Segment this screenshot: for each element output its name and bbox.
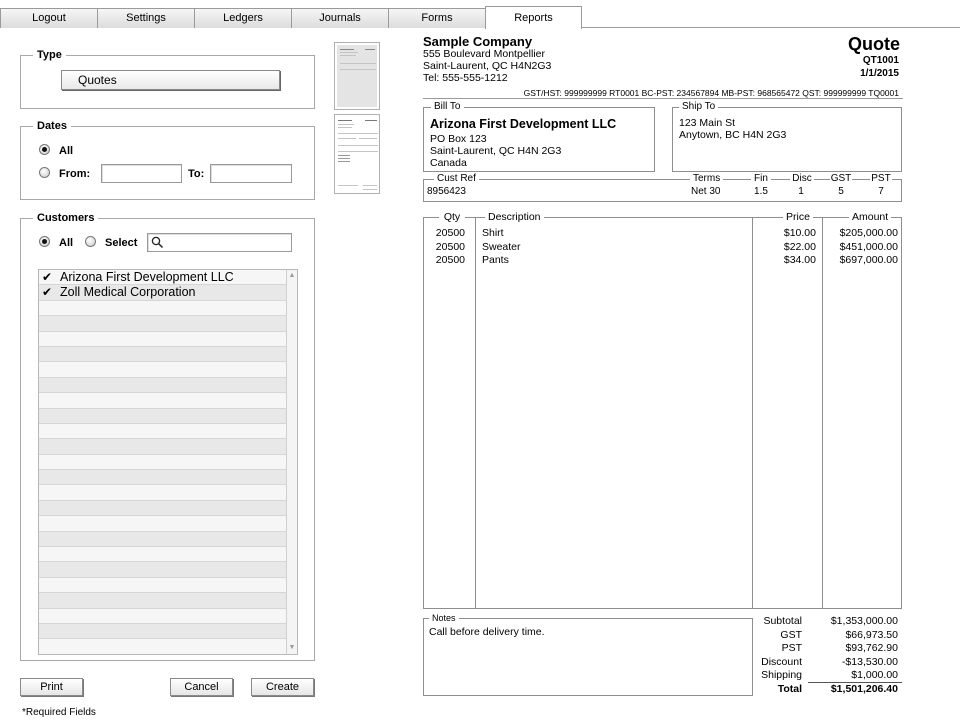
terms-label: Terms	[690, 174, 723, 184]
ship-to-line1: 123 Main St	[679, 117, 736, 129]
customer-list-row[interactable]	[39, 301, 287, 316]
total-value: $1,501,206.40	[830, 683, 898, 695]
fin-value: 1.5	[754, 186, 768, 197]
customer-list-row[interactable]	[39, 332, 287, 347]
type-select-button[interactable]: Quotes	[61, 70, 280, 90]
line-description: Shirt	[482, 227, 504, 239]
bill-to-line3: Canada	[430, 157, 467, 169]
pst-rate-value: 7	[878, 186, 884, 197]
line-qty: 20500	[435, 240, 465, 253]
tab-forms[interactable]: Forms	[388, 8, 486, 28]
customer-list-row[interactable]	[39, 609, 287, 624]
header-divider	[423, 98, 903, 99]
date-from-input[interactable]	[101, 164, 182, 183]
dates-all-radio[interactable]	[39, 144, 50, 155]
customer-list-row[interactable]	[39, 424, 287, 439]
subtotal-value: $1,353,000.00	[830, 615, 898, 627]
dates-all-label: All	[59, 145, 74, 157]
dates-legend: Dates	[37, 120, 67, 132]
customer-list-row[interactable]	[39, 378, 287, 393]
dates-to-label: To:	[188, 168, 205, 180]
page-thumbnail-2[interactable]	[334, 114, 380, 194]
customer-name: Zoll Medical Corporation	[60, 285, 196, 300]
line-price: $22.00	[783, 240, 816, 253]
pst-rate-label: PST	[871, 173, 891, 184]
tab-settings[interactable]: Settings	[97, 8, 195, 28]
customer-list-scrollbar[interactable]	[286, 270, 297, 654]
gst-rate-label: GST	[830, 173, 852, 184]
tax-ids: GST/HST: 999999999 RT0001 BC-PST: 234567894 MB-PST: 968565472 QST: 999999999 TQ0001	[523, 88, 899, 98]
price-header: Price	[783, 212, 813, 222]
customers-select-radio[interactable]	[85, 236, 96, 247]
customer-list-row[interactable]	[39, 639, 287, 654]
customer-list-row[interactable]	[39, 562, 287, 577]
dates-from-label: From:	[59, 168, 91, 180]
customer-list-row[interactable]	[39, 393, 287, 408]
notes-text: Call before delivery time.	[429, 626, 545, 638]
customer-list-row[interactable]	[39, 439, 287, 454]
top-tab-bar	[0, 0, 960, 28]
company-address1: 555 Boulevard Montpellier	[423, 48, 545, 60]
line-amount: $451,000.00	[839, 240, 898, 253]
type-legend: Type	[37, 49, 62, 61]
line-amount: $205,000.00	[839, 227, 898, 239]
disc-label: Disc	[790, 174, 814, 184]
customer-list-row[interactable]	[39, 593, 287, 608]
print-button[interactable]: Print	[20, 678, 83, 696]
line-description: Sweater	[482, 240, 521, 253]
dates-from-radio[interactable]	[39, 167, 50, 178]
discount-value: -$13,530.00	[841, 656, 898, 668]
customer-list-row[interactable]	[39, 455, 287, 470]
customer-list-row[interactable]	[39, 270, 287, 285]
customer-name: Arizona First Development LLC	[60, 270, 234, 284]
disc-value: 1	[798, 186, 804, 197]
customer-list-row[interactable]	[39, 409, 287, 424]
customer-list-row[interactable]	[39, 624, 287, 639]
customers-all-label: All	[59, 237, 74, 249]
customer-list-row[interactable]	[39, 501, 287, 516]
description-column-divider	[752, 217, 753, 609]
customer-list-row[interactable]	[39, 516, 287, 531]
quote-date: 1/1/2015	[860, 68, 899, 79]
discount-label: Discount	[761, 656, 802, 668]
terms-value: Net 30	[691, 186, 721, 197]
line-price: $10.00	[783, 227, 816, 239]
pst-total-label: PST	[781, 642, 802, 654]
tab-reports[interactable]: Reports	[485, 6, 582, 29]
line-qty: 20500	[435, 254, 465, 266]
description-header: Description	[485, 212, 544, 222]
customers-group	[20, 212, 315, 661]
tab-logout[interactable]: Logout	[0, 8, 98, 28]
subtotal-label: Subtotal	[763, 615, 802, 627]
cust-ref-label: Cust Ref	[434, 174, 479, 184]
bill-to-title: Bill To	[431, 102, 464, 112]
checkmark-icon: ✔	[42, 270, 53, 284]
customer-list-row[interactable]	[39, 347, 287, 362]
customer-list-row[interactable]	[39, 285, 287, 300]
customer-list-row[interactable]	[39, 547, 287, 562]
amount-header: Amount	[849, 212, 891, 222]
bill-to-line1: PO Box 123	[430, 133, 487, 145]
customer-list-row[interactable]	[39, 532, 287, 547]
company-name: Sample Company	[423, 34, 533, 49]
scroll-down-icon[interactable]: ▼	[288, 644, 296, 651]
gst-rate-value: 5	[838, 186, 844, 197]
customer-list[interactable]	[38, 269, 298, 655]
cancel-button[interactable]: Cancel	[170, 678, 233, 696]
cust-ref-value: 8956423	[427, 186, 466, 197]
line-items-table	[423, 217, 902, 609]
company-address2: Saint-Laurent, QC H4N2G3	[423, 60, 552, 72]
line-items-bottom-border	[423, 608, 902, 609]
dates-group	[20, 120, 315, 200]
company-phone: Tel: 555-555-1212	[423, 72, 508, 84]
required-fields-note: *Required Fields	[22, 707, 96, 718]
bill-to-line2: Saint-Laurent, QC H4N 2G3	[430, 145, 562, 157]
tab-ledgers[interactable]: Ledgers	[194, 8, 292, 28]
line-description: Pants	[482, 254, 509, 266]
tab-journals[interactable]: Journals	[291, 8, 389, 28]
checkmark-icon: ✔	[42, 285, 53, 300]
shipping-label: Shipping	[761, 669, 802, 681]
create-button[interactable]: Create	[251, 678, 314, 696]
gst-total-value: $66,973.50	[845, 629, 898, 641]
ship-to-line2: Anytown, BC H4N 2G3	[679, 129, 787, 141]
notes-title: Notes	[429, 613, 459, 623]
search-icon	[151, 236, 164, 249]
customer-rows	[39, 270, 287, 655]
qty-header: Qty	[439, 212, 465, 222]
customer-list-row[interactable]	[39, 485, 287, 500]
customer-list-row[interactable]	[39, 470, 287, 485]
line-qty: 20500	[435, 227, 465, 239]
fin-label: Fin	[751, 174, 771, 184]
customers-legend: Customers	[37, 212, 95, 224]
quote-number: QT1001	[862, 55, 899, 66]
customers-select-label: Select	[105, 237, 138, 249]
scroll-up-icon[interactable]: ▲	[288, 272, 296, 279]
customer-list-row[interactable]	[39, 362, 287, 377]
page-thumbnail-1[interactable]	[334, 42, 380, 110]
type-group	[20, 49, 315, 109]
price-column-divider	[822, 217, 823, 609]
line-price: $34.00	[783, 254, 816, 266]
customers-all-radio[interactable]	[39, 236, 50, 247]
qty-column-divider	[475, 217, 476, 609]
customer-search-input[interactable]	[147, 233, 292, 252]
bill-to-name: Arizona First Development LLC	[430, 117, 617, 131]
document-title: Quote	[848, 34, 900, 54]
ship-to-title: Ship To	[679, 102, 718, 112]
customer-list-row[interactable]	[39, 316, 287, 331]
total-label: Total	[777, 683, 802, 695]
gst-total-label: GST	[780, 629, 802, 641]
customer-list-row[interactable]	[39, 578, 287, 593]
shipping-value: $1,000.00	[851, 669, 898, 681]
pst-total-value: $93,762.90	[845, 642, 898, 654]
date-to-input[interactable]	[210, 164, 292, 183]
line-amount: $697,000.00	[839, 254, 898, 266]
